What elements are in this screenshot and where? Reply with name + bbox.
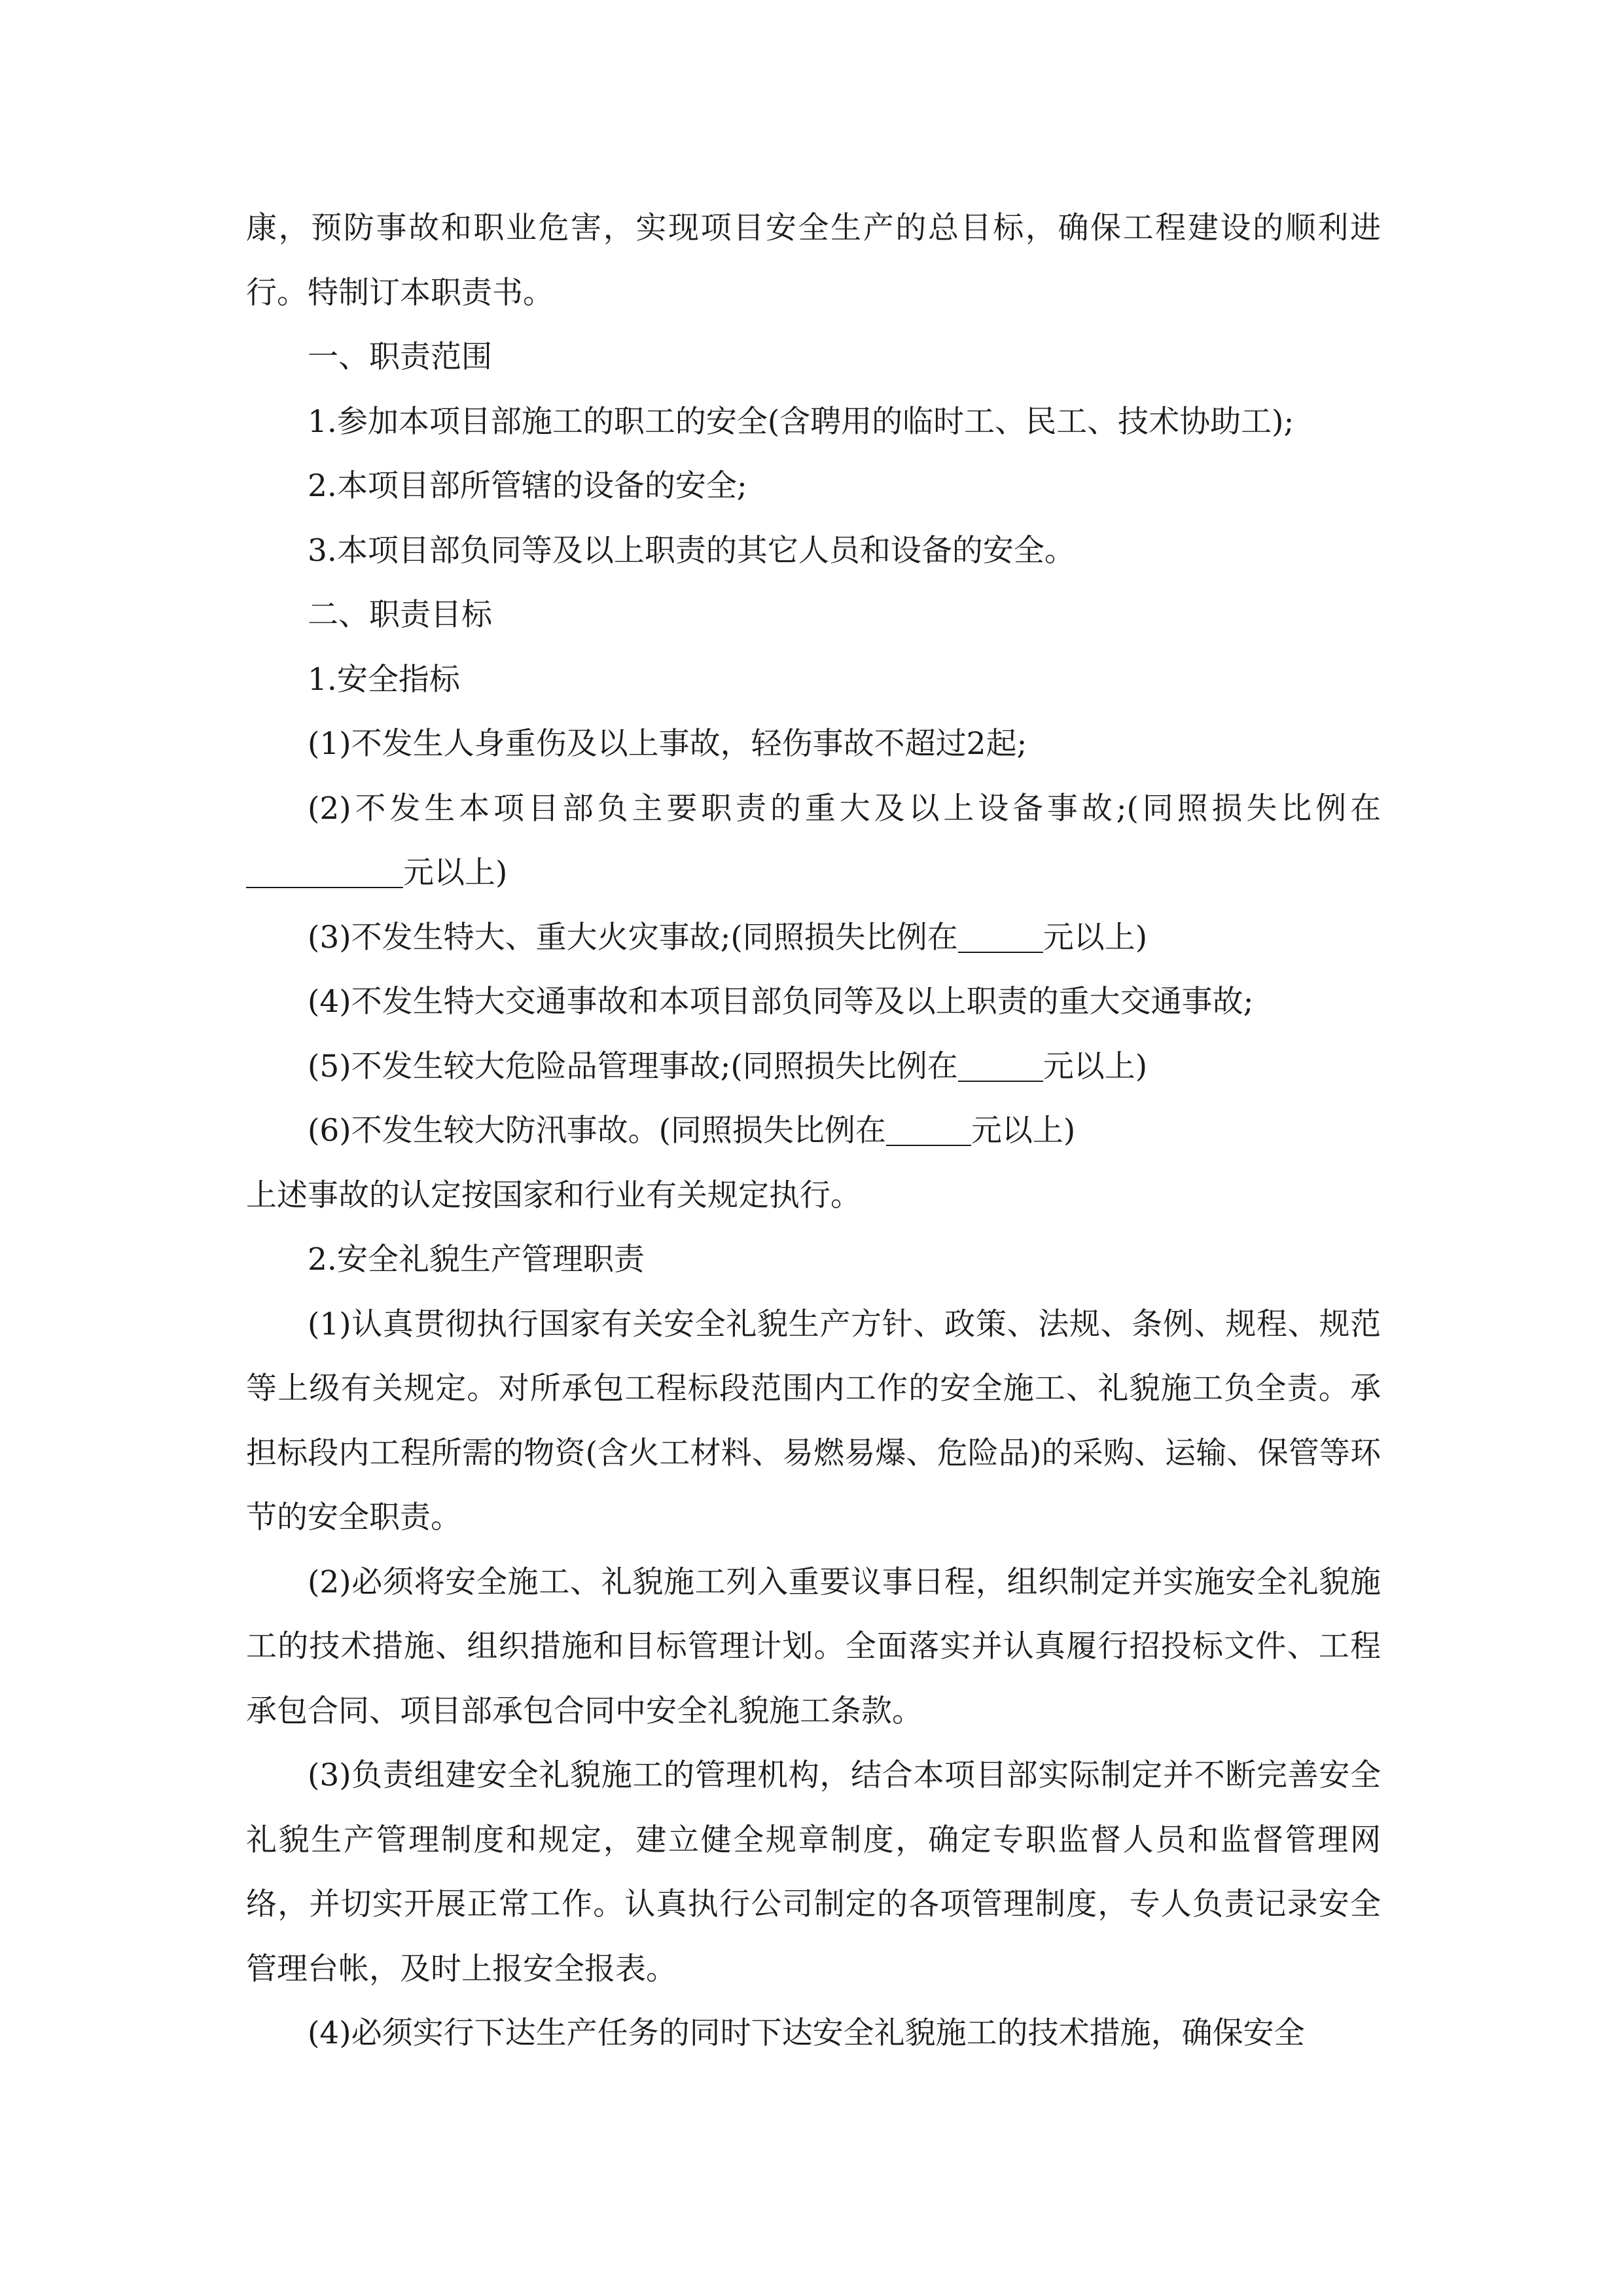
document-body (246, 196, 1381, 2066)
goal-subheading-safety-indicators: 1.安全指标 (308, 661, 460, 698)
goal-item-5-text: (5)不发生较大危险品管理事故;(同照损失比例在 (308, 1048, 958, 1085)
goal-item-5-suffix: 元以上) (1043, 1048, 1148, 1085)
goal-item-6-suffix: 元以上) (971, 1113, 1076, 1149)
scope-item-3: 3.本项目部负同等及以上职责的其它人员和设备的安全。 (308, 532, 1075, 569)
fill-in-blank (886, 1114, 971, 1146)
fill-in-blank (958, 1050, 1043, 1082)
goal-item-3-suffix: 元以上) (1043, 919, 1148, 956)
scope-item-1: 1.参加本项目部施工的职工的安全(含聘用的临时工、民工、技术协助工); (308, 403, 1294, 440)
section-heading-goals: 二、职责目标 (308, 597, 492, 633)
goal-item-2-suffix: 元以上) (403, 855, 508, 891)
fill-in-blank (958, 921, 1043, 953)
goal-item-6-text: (6)不发生较大防汛事故。(同照损失比例在 (308, 1113, 886, 1149)
goal-item-1: (1)不发生人身重伤及以上事故，轻伤事故不超过2起; (308, 726, 1027, 762)
section-heading-scope: 一、职责范围 (308, 339, 492, 375)
goal-item-3-text: (3)不发生特大、重大火灾事故;(同照损失比例在 (308, 919, 958, 956)
goal-note: 上述事故的认定按国家和行业有关规定执行。 (246, 1177, 861, 1213)
goal-item-3 (246, 906, 1381, 971)
goal-item-5 (246, 1035, 1381, 1100)
goal-item-6 (246, 1099, 1381, 1164)
goal-item-2 (246, 777, 1381, 906)
goal-item-2-text: (2)不发生本项目部负主要职责的重大及以上设备事故;(同照损失比例在 (308, 790, 1381, 827)
goal-subheading-management-duties: 2.安全礼貌生产管理职责 (308, 1242, 645, 1278)
scope-item-2: 2.本项目部所管辖的设备的安全; (308, 468, 747, 504)
duty-item-3: (3)负责组建安全礼貌施工的管理机构，结合本项目部实际制定并不断完善安全礼貌生产管理制度和规定，建立健全规章制度，确定专职监督人员和监督管理网络，并切实开展正常工作。认真执行公司制定的各项管理制度，专人负责记录安全管理台帐，及时上报安全报表。 (246, 1757, 1381, 1987)
paragraph-intro-continued: 康，预防事故和职业危害，实现项目安全生产的总目标，确保工程建设的顺利进行。特制订本职责书。 (246, 210, 1381, 311)
fill-in-blank (246, 856, 403, 888)
goal-item-4: (4)不发生特大交通事故和本项目部负同等及以上职责的重大交通事故; (308, 984, 1254, 1020)
duty-item-1: (1)认真贯彻执行国家有关安全礼貌生产方针、政策、法规、条例、规程、规范等上级有关规定。对所承包工程标段范围内工作的安全施工、礼貌施工负全责。承担标段内工程所需的物资(含火工材料、易燃易爆、危险品)的采购、运输、保管等环节的安全职责。 (246, 1306, 1381, 1535)
duty-item-2: (2)必须将安全施工、礼貌施工列入重要议事日程，组织制定并实施安全礼貌施工的技术措施、组织措施和目标管理计划。全面落实并认真履行招投标文件、工程承包合同、项目部承包合同中安全礼貌施工条款。 (246, 1564, 1381, 1729)
duty-item-4: (4)必须实行下达生产任务的同时下达安全礼貌施工的技术措施，确保安全 (308, 2015, 1305, 2051)
